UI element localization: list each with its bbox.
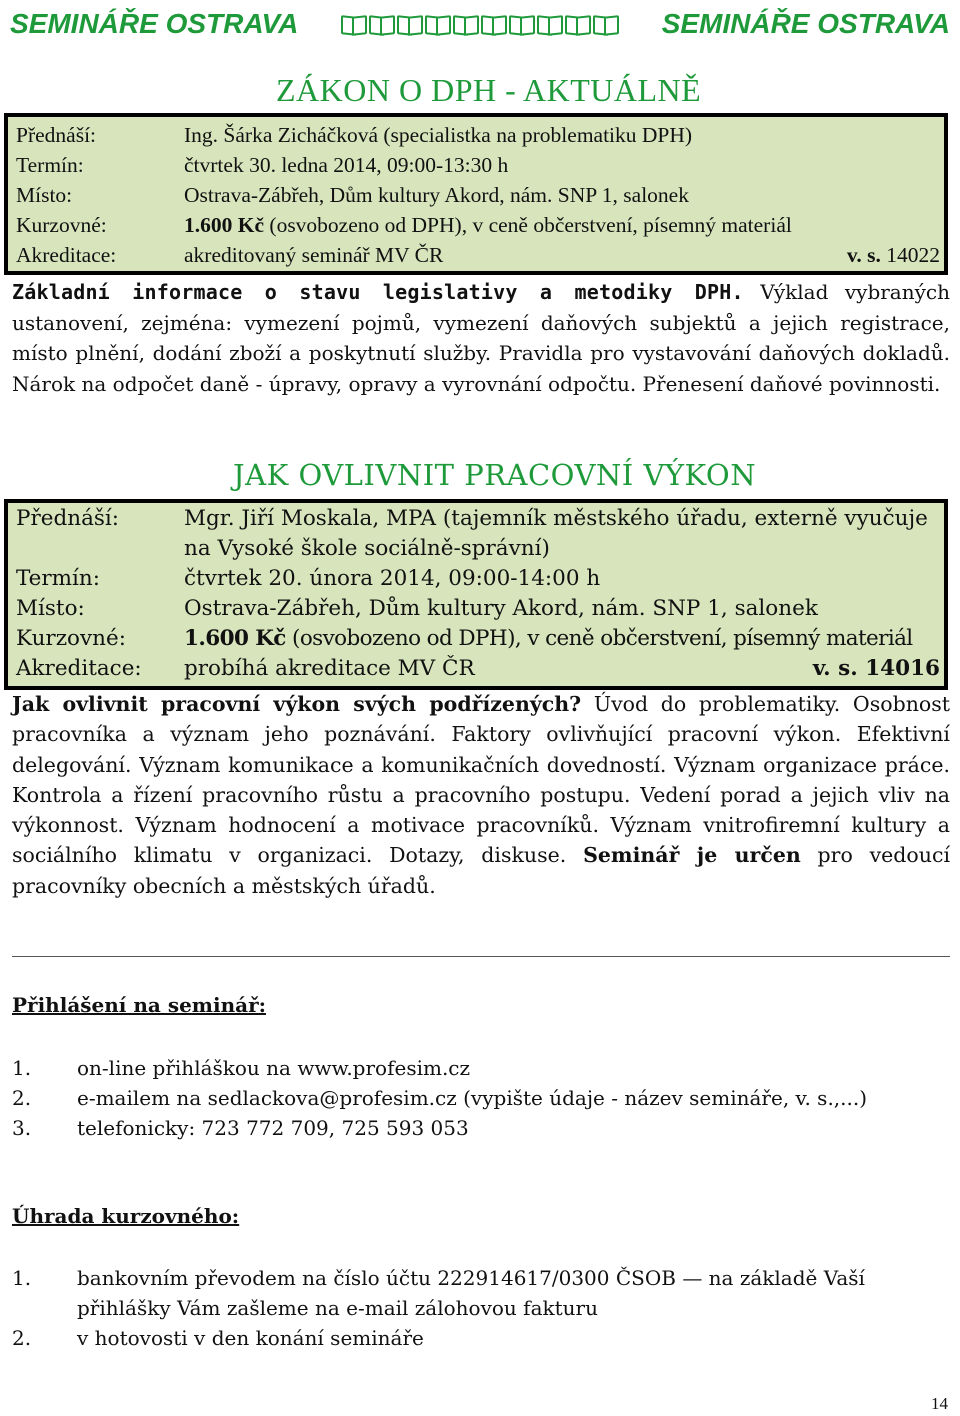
registration-list xyxy=(12,1053,942,1143)
vs-label: v. s. xyxy=(812,656,858,681)
fee-amount: 1.600 Kč xyxy=(184,626,286,651)
description-lead: Základní informace o stavu legislativy a metodiky DPH. xyxy=(12,280,744,304)
accreditation-text: probíhá akreditace MV ČR xyxy=(184,656,475,681)
item-text: telefonicky: 723 772 709, 725 593 053 xyxy=(77,1116,469,1140)
header-left: SEMINÁŘE OSTRAVA xyxy=(10,8,299,39)
open-book-icon xyxy=(397,14,423,34)
open-book-icon xyxy=(565,14,591,34)
row-label: Termín: xyxy=(16,566,101,591)
accreditation-text: akreditovaný seminář MV ČR xyxy=(184,243,444,267)
list-item xyxy=(12,1083,942,1113)
row-value: Ostrava-Zábřeh, Dům kultury Akord, nám. SNP 1, salonek xyxy=(184,183,689,207)
list-item xyxy=(12,1053,942,1083)
accreditation-number xyxy=(847,240,940,270)
description-target: pro vedoucí pracovníky obecních a městských úřadů. xyxy=(12,843,951,898)
row-value: Ostrava-Zábřeh, Dům kultury Akord, nám. SNP 1, salonek xyxy=(184,596,818,621)
seminar2-info-box xyxy=(4,499,948,690)
open-book-icon xyxy=(481,14,507,34)
row-label: Přednáší: xyxy=(16,123,97,147)
item-text: bankovním převodem na číslo účtu 222914617/0300 ČSOB — na základě Vaší přihlášky Vám zašleme na e-mail zálohovou fakturu xyxy=(77,1266,865,1320)
vs-label: v. s. xyxy=(846,243,881,267)
row-value xyxy=(184,654,944,684)
item-text: v hotovosti v den konání semináře xyxy=(77,1326,424,1350)
seminar2-title: JAK OVLIVNIT PRACOVNÍ VÝKON xyxy=(233,458,757,492)
payment-list xyxy=(12,1263,942,1353)
row-value: čtvrtek 20. února 2014, 09:00-14:00 h xyxy=(184,566,601,591)
item-text[interactable]: on-line přihláškou na www.profesim.cz xyxy=(77,1056,471,1080)
item-number: 1. xyxy=(12,1056,32,1080)
vs-number: 14016 xyxy=(857,656,940,681)
info-row-accreditation xyxy=(16,240,944,270)
open-book-icon xyxy=(425,14,451,34)
row-value: čtvrtek 30. ledna 2014, 09:00-13:30 h xyxy=(184,153,509,177)
info-row-lecturer xyxy=(16,120,944,150)
row-value xyxy=(184,624,944,654)
books-row xyxy=(341,14,619,34)
row-value: Mgr. Jiří Moskala, MPA (tajemník městského úřadu, externě vyučuje na Vysoké škole sociálně-správní) xyxy=(184,506,928,561)
info-row-place xyxy=(16,594,944,624)
fee-note: (osvobozeno od DPH), v ceně občerstvení, písemný materiál xyxy=(264,213,792,237)
row-label: Místo: xyxy=(16,596,85,621)
info-row-date xyxy=(16,150,944,180)
divider xyxy=(12,956,950,957)
open-book-icon xyxy=(509,14,535,34)
row-value xyxy=(184,210,944,240)
open-book-icon xyxy=(369,14,395,34)
seminar1-description xyxy=(12,277,950,399)
list-item xyxy=(12,1323,942,1353)
description-target-lead: Seminář je určen xyxy=(583,843,801,868)
item-number: 3. xyxy=(12,1116,32,1140)
header-right: SEMINÁŘE OSTRAVA xyxy=(661,8,950,39)
row-value: Ing. Šárka Zicháčková (specialistka na problematiku DPH) xyxy=(184,123,693,147)
info-row-lecturer xyxy=(16,504,944,564)
item-text[interactable]: e-mailem na sedlackova@profesim.cz (vypište údaje - název semináře, v. s.,...) xyxy=(77,1086,868,1110)
fee-amount: 1.600 Kč xyxy=(184,213,265,237)
open-book-icon xyxy=(341,14,367,34)
seminar1-title: ZÁKON O DPH - AKTUÁLNĚ xyxy=(276,72,702,108)
item-number: 2. xyxy=(12,1326,32,1350)
page-header xyxy=(10,4,950,44)
row-label: Kurzovné: xyxy=(16,213,107,237)
page-number: 14 xyxy=(931,1394,948,1413)
row-label: Místo: xyxy=(16,183,73,207)
description-lead: Jak ovlivnit pracovní výkon svých podřízených? xyxy=(12,692,582,716)
description-text: Úvod do problematiky. Osobnost pracovníka a význam jeho poznávání. Faktory ovlivňující pracovní výkon. Efektivní delegování. Význam komunikace a komunikačních dovedností. Význam organizace práce. Kontrola a řízení pracovního růstu a pracovního postupu. Vedení porad a jejich vliv na výkonnost. Význam hodnocení a motivace pracovníků. Význam vnitrofiremní kultury a sociálního klimatu v organizaci. Dotazy, diskuse. xyxy=(12,692,951,868)
row-label: Přednáší: xyxy=(16,506,120,531)
vs-number: 14022 xyxy=(880,243,940,267)
info-row-fee xyxy=(16,624,944,654)
list-item xyxy=(12,1113,942,1143)
row-label: Termín: xyxy=(16,153,84,177)
info-row-place xyxy=(16,180,944,210)
payment-heading: Úhrada kurzovného: xyxy=(12,1204,240,1228)
registration-heading: Přihlášení na seminář: xyxy=(12,993,266,1017)
row-label: Akreditace: xyxy=(16,656,142,681)
open-book-icon xyxy=(537,14,563,34)
item-number: 2. xyxy=(12,1086,32,1110)
row-value xyxy=(184,240,944,270)
info-row-date xyxy=(16,564,944,594)
info-row-accreditation xyxy=(16,654,944,684)
row-label: Kurzovné: xyxy=(16,626,126,651)
item-number: 1. xyxy=(12,1266,32,1290)
seminar2-description xyxy=(12,689,950,901)
fee-note: (osvobozeno od DPH), v ceně občerstvení, písemný materiál xyxy=(285,626,913,651)
info-row-fee xyxy=(16,210,944,240)
description-text: Výklad vybraných ustanovení, zejména: vymezení pojmů, vymezení daňových subjektů a jejich registrace, místo plnění, dodání zboží a poskytnutí služby. Pravidla pro vystavování daňových dokladů. Nárok na odpočet daně - úpravy, opravy a vyrovnání odpočtu. Přenesení daňové povinnosti. xyxy=(12,280,950,396)
open-book-icon xyxy=(453,14,479,34)
row-label: Akreditace: xyxy=(16,243,117,267)
list-item xyxy=(12,1263,942,1323)
accreditation-number xyxy=(813,654,940,684)
open-book-icon xyxy=(593,14,619,34)
seminar1-info-box xyxy=(4,113,948,275)
